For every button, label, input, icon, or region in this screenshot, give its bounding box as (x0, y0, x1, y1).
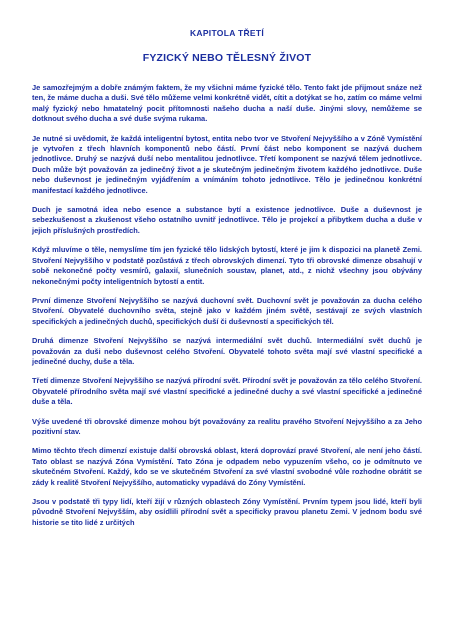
chapter-title: FYZICKÝ NEBO TĚLESNÝ ŽIVOT (142, 52, 312, 64)
chapter-heading: KAPITOLA TŘETÍ (189, 28, 265, 38)
paragraph: Je samozřejmým a dobře známým faktem, že my všichni máme fyzické tělo. Tento fakt jde přijmout snáze než ten, že máme ducha a duši. Své tělo můžeme velmi konkrétně vidět, cítit a dotýkat se ho, zatím co máme velmi malý fyzický nebo hmatatelný pocit přítomnosti našeho ducha a naší duše. Jinými slovy, nemůžeme se dotknout svého ducha a své duše svýma rukama. (32, 83, 422, 124)
paragraph: Třetí dimenze Stvoření Nejvyššího se nazývá přírodní svět. Přírodní svět je považován za tělo celého Stvoření. Obyvatelé přírodního světa mají své vlastní specifické a jedinečné duchy a své vlastní specifické a jedinečné duše a těla. (32, 376, 422, 407)
paragraph: Výše uvedené tři obrovské dimenze mohou být považovány za realitu pravého Stvoření Nejvyššího a za Jeho pozitivní stav. (32, 416, 422, 436)
paragraph: Je nutné si uvědomit, že každá inteligentní bytost, entita nebo tvor ve Stvoření Nejvyššího a v Zóně Vymístění je vytvořen z třech hlavních komponentů nebo částí. První část nebo komponent se nazývá duchem jednotlivce. Druhý se nazývá duší nebo mentalitou jednotlivce. Třetí komponent se nazývá tělem jednotlivce. Duch může být považován za jedinečný život a je skutečným jedinečným životem každého jednotlivce. Duše nebo duševnost je jedinečným vyjádřením a vnímáním tohoto jednotlivce. Tělo je jedinečnou konkrétní manifestací každého jednotlivce. (32, 133, 422, 195)
body-text (32, 83, 422, 528)
paragraph: Druhá dimenze Stvoření Nejvyššího se nazývá intermediální svět duchů. Intermediální svět duchů je považován za duši nebo duševnost celého Stvoření. Obyvatelé tohoto světa mají své vlastní specifické a jedinečné duchy, duše a těla. (32, 336, 422, 366)
paragraph: Jsou v podstatě tři typy lidí, kteří žijí v různých oblastech Zóny Vymístění. Prvním typem jsou lidé, kteří byli původně Stvoření Nejvyšším, aby osídlili přírodní svět a specificky pravou planetu Zemi. V jednom bodu své historie se tito lidé z určitých (32, 497, 422, 527)
paragraph: Duch je samotná idea nebo esence a substance bytí a existence jednotlivce. Duše a duševnost je sebezkušenost a zkušenost všeho ostatního uvnitř jednotlivce. Tělo je projekcí a přibytkem ducha a duše v jejich příslušných prostředích. (32, 205, 422, 235)
paragraph: Když mluvíme o těle, nemyslíme tím jen fyzické tělo lidských bytostí, které je jim k dispozici na planetě Zemi. Stvoření Nejvyššího v podstatě pozůstává z třech obrovských dimenzí. Tyto tři obrovské dimenze obsahují v sobě nekonečné počty vesmírů, galaxií, slunečních soustav, planet, atd., z nichž všechny jsou obývány nekonečnými počty inteligentních bytostí a entit. (32, 245, 422, 286)
paragraph: První dimenze Stvoření Nejvyššího se nazývá duchovní svět. Duchovní svět je považován za ducha celého Stvoření. Obyvatelé duchovního světa, stejně jako v každém jiném světě, sestávají ze svých vlastních specifických a jedinečných duchů, specifických duší či duševností a specifických těl. (32, 295, 422, 326)
paragraph: Mimo těchto třech dimenzí existuje další obrovská oblast, která doprovází pravé Stvoření, ale není jeho částí. Tato oblast se nazývá Zóna Vymístění. Tato Zóna je odpadem nebo vypuzením všeho, co je odmítnuto ve skutečném Stvoření. Každý, kdo se ve skutečném Stvoření za své vlastní svobodné vůle rozhodne obrátit se zády k realitě Stvoření Nejvyššího, automaticky vypadává do Zóny Vymístění. (32, 446, 422, 487)
